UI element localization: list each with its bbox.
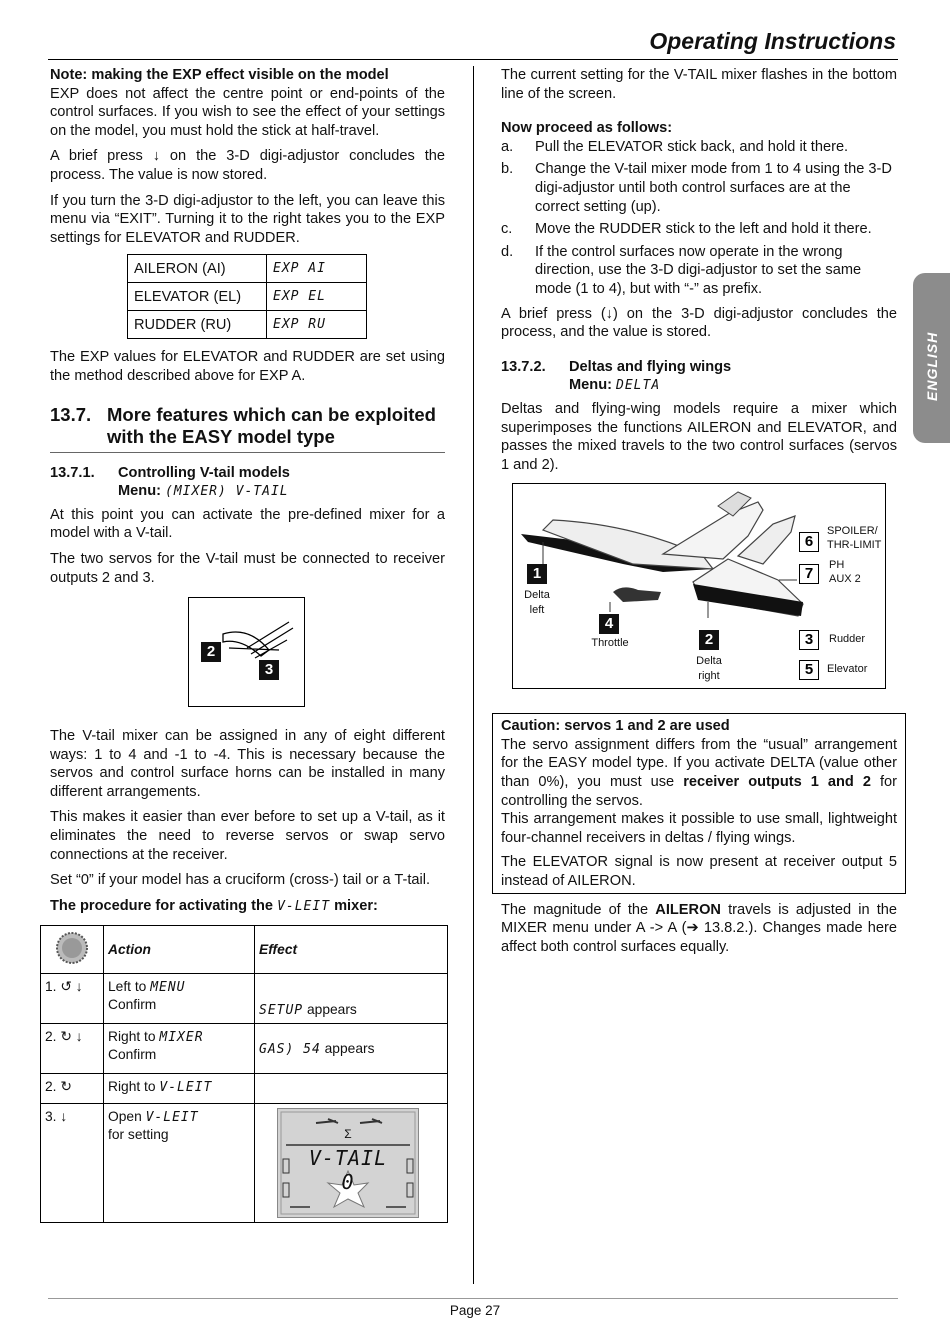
caution-bold: receiver outputs 1 and 2 [683,774,871,791]
action-text: Right to [108,1079,160,1095]
magnitude-text: The magnitude of the [501,901,656,918]
servo-badge-3: 3 [799,630,819,650]
note-title: Note: making the EXP effect visible on the model [50,67,389,83]
note-paragraph [50,66,445,140]
servo-badge-2: 2 [201,642,221,662]
action-confirm: Confirm [108,997,157,1013]
elevator-label: Elevator [827,663,868,676]
subsection-title: Deltas and flying wings [569,358,732,375]
steps-list [501,138,897,299]
procedure-row [41,1074,448,1104]
servo-badge-6: 6 [799,532,819,552]
exp-values-paragraph: The EXP values for ELEVATOR and RUDDER are set using the method described above for EXP A. [50,349,445,384]
step-number: 2. [45,1079,57,1095]
page-number: Page 27 [449,1303,501,1318]
action-lcd: V-LEIT [145,1110,199,1126]
effect-cell [255,1104,448,1223]
action-cell [104,1024,255,1074]
step-text: If the control surfaces now operate in the wrong direction, use the 3-D digi-adjustor to set the same mode (1 to 4), but with “-” as prefix. [535,243,862,297]
spoiler-label-2: THR-LIMIT [827,539,882,552]
footer-rule [48,1298,898,1299]
caution-paragraph-1b: This arrangement makes it possible to use small, lightweight four-channel receivers in deltas / flying wings. [501,811,897,846]
brief-press-text-end: on the 3-D digi-adjustor concludes the process. The value is now stored. [50,148,445,183]
caution-paragraph-1 [501,736,897,810]
menu-line [501,376,897,396]
section-rule [50,452,445,453]
effect-text: appears [303,1002,357,1018]
vtail-illustration [188,597,305,707]
procedure-heading-lcd: V-LEIT [277,898,331,914]
section-title: More features which can be exploited with the EASY model type [107,403,436,447]
rotate-left-confirm-icon: ↺ ↓ [60,979,83,995]
caution-text: The servo assignment differs from the “usual” arrangement for the EASY model type. If you activate DELTA (value other than 0%), you must use [501,736,897,791]
step-marker: c. [501,221,513,238]
digi-adjustor-knob-icon [55,931,89,965]
step-marker: a. [501,138,514,155]
subsection-heading-13-7-1 [50,464,445,483]
note-body: EXP does not affect the centre point or end-points of the control surfaces. If you wish to see the effect of your settings on the model, you must hold the stick at half-travel. [50,85,445,139]
rotate-right-confirm-icon: ↻ ↓ [60,1029,83,1045]
rotate-right-icon: ↻ [60,1079,72,1095]
exp-row-elevator [128,283,367,311]
procedure-heading-text: The procedure for activating the [50,897,278,914]
section-heading-13-7 [50,404,445,448]
menu-label: Menu: [118,483,161,500]
right-column [501,66,897,963]
action-header: Action [104,926,255,974]
delta-left-label [519,588,555,618]
delta-left-label-1: Delta [524,589,550,602]
effect-cell [255,1024,448,1074]
activate-paragraph: At this point you can activate the pre-defined mixer for a model with a V-tail. [50,506,445,542]
list-item [501,160,897,216]
magnitude-paragraph [501,901,897,957]
exp-label: AILERON (AI) [128,255,267,283]
exp-row-rudder [128,311,367,339]
effect-header: Effect [255,926,448,974]
spoiler-label [827,524,881,552]
exp-row-aileron [128,255,367,283]
easier-paragraph: This makes it easier than ever before to set up a V-tail, as it eliminates the need to reverse servos or swap servo connections at the receiver. [50,809,445,863]
servos-paragraph: The two servos for the V-tail must be connected to receiver outputs 2 and 3. [50,550,445,586]
list-item [501,220,897,239]
page-header-title: Operating Instructions [649,28,896,54]
menu-line [50,482,445,502]
servo-badge-2: 2 [699,630,719,650]
delta-right-label-1: Delta [696,655,722,668]
caution-box [492,713,906,893]
spoiler-label-1: SPOILER/ [827,525,878,538]
step-cell [41,974,104,1024]
aux-label-2: AUX 2 [829,573,861,586]
column-divider [473,66,474,1284]
step-cell [41,1104,104,1223]
brief-press-paragraph [50,147,445,184]
servo-badge-3: 3 [259,660,279,680]
subsection-number: 13.7.2. [501,358,546,375]
magnitude-bold: AILERON [655,901,721,918]
action-text: Left to [108,979,151,995]
lcd-value: 0 [341,1170,355,1195]
procedure-row [41,974,448,1024]
confirm-press-icon: ↓ [60,1109,68,1125]
lcd-sigma: Σ [344,1127,352,1142]
down-arrow-icon: ↓ [152,148,161,165]
caution-paragraph-2: The ELEVATOR signal is now present at receiver output 5 instead of AILERON. [501,854,897,890]
effect-lcd: SETUP [259,1003,304,1019]
proceed-heading: Now proceed as follows: [501,120,673,137]
throttle-label: Throttle [591,637,629,650]
procedure-table [40,925,448,1223]
delta-left-label-2: left [529,604,545,617]
subsection-title: Controlling V-tail models [118,464,290,481]
subsection-heading-13-7-2 [501,358,897,377]
procedure-row [41,1024,448,1074]
left-column [45,66,445,1223]
exp-lcd: EXP EL [267,283,367,311]
action-cell [104,974,255,1024]
list-item [501,138,897,157]
step-number: 3. [45,1109,57,1125]
side-tab-label: ENGLISH [924,331,940,401]
deltas-paragraph: Deltas and flying-wing models require a mixer which superimposes the functions AILERON and ELEVATOR, and passes the mixed travels to the two control surfaces (servos 1 and 2). [501,400,897,473]
turn-paragraph: If you turn the 3-D digi-adjustor to the left, you can leave this menu via “EXIT”. Turning it to the right takes you to the EXP settings for ELEVATOR and RUDDER. [50,192,445,246]
action-text: Open [108,1109,146,1125]
lcd-screen [277,1108,419,1218]
exp-table [127,254,367,339]
menu-lcd: DELTA [616,378,661,394]
step-text: Change the V-tail mixer mode from 1 to 4 using the 3-D digi-adjustor until both control surfaces are at the correct setting (up). [535,161,892,215]
action-text: Right to [108,1029,160,1045]
step-marker: d. [501,243,514,260]
menu-lcd: (MIXER) V-TAIL [165,484,289,500]
knob-header-cell [41,926,104,974]
delta-right-label [691,654,727,684]
flash-paragraph: The current setting for the V-TAIL mixer flashes in the bottom line of the screen. [501,67,897,102]
section-number: 13.7. [50,403,92,425]
action-lcd: MENU [150,980,186,996]
exp-lcd: EXP AI [267,255,367,283]
action-lcd: V-LEIT [159,1080,213,1096]
caution-text-end: for controlling the servos. [501,774,898,809]
procedure-heading-end: mixer: [330,897,378,914]
servo-badge-5: 5 [799,660,819,680]
exp-lcd: EXP RU [267,311,367,339]
servo-badge-1: 1 [527,564,547,584]
delta-right-label-2: right [698,670,720,683]
step-marker: b. [501,161,514,178]
effect-text: appears [320,1040,375,1056]
step-text: Move the RUDDER stick to the left and hold it there. [535,221,872,238]
action-cell [104,1074,255,1104]
step-cell [41,1024,104,1074]
procedure-heading [50,897,445,917]
lcd-vtail-text: V-TAIL [308,1146,388,1171]
aux-label-1: PH [829,559,845,572]
brief-press-text: A brief press [50,148,153,165]
magnitude-text-end: travels is adjusted in the MIXER menu under A -> A (➔ 13.8.2.). Changes made here affect both control surfaces equally. [501,901,897,955]
subsection-number: 13.7.1. [50,464,95,481]
eight-ways-paragraph: The V-tail mixer can be assigned in any of eight different ways: 1 to 4 and -1 to -4. This is necessary because the servos and control surface horns can be installed in many different arrangements. [50,728,445,800]
step-number: 1. [45,979,57,995]
menu-label: Menu: [569,377,612,394]
effect-cell [255,1074,448,1104]
exp-label: RUDDER (RU) [128,311,267,339]
action-setting: for setting [108,1127,169,1143]
cruciform-paragraph: Set “0” if your model has a cruciform (cross-) tail or a T-tail. [50,872,431,889]
step-number: 2. [45,1029,57,1045]
language-side-tab[interactable] [913,273,950,443]
servo-badge-7: 7 [799,564,819,584]
action-cell [104,1104,255,1223]
procedure-header-row [41,926,448,974]
delta-servo-diagram [512,483,886,689]
list-item [501,243,897,299]
step-cell [41,1074,104,1104]
brief-press-paragraph: A brief press (↓) on the 3-D digi-adjustor concludes the process, and the value is stored. [501,305,897,341]
action-lcd: MIXER [159,1030,204,1046]
action-confirm: Confirm [108,1047,157,1063]
servo-badge-4: 4 [599,614,619,634]
effect-lcd: GAS) 54 [259,1041,321,1057]
aux-label [829,558,861,586]
effect-cell [255,974,448,1024]
exp-label: ELEVATOR (EL) [128,283,267,311]
step-text: Pull the ELEVATOR stick back, and hold it there. [535,138,849,155]
caution-title: Caution: servos 1 and 2 are used [501,718,730,735]
procedure-row [41,1104,448,1223]
rudder-label: Rudder [829,633,866,646]
header-rule [48,59,898,60]
